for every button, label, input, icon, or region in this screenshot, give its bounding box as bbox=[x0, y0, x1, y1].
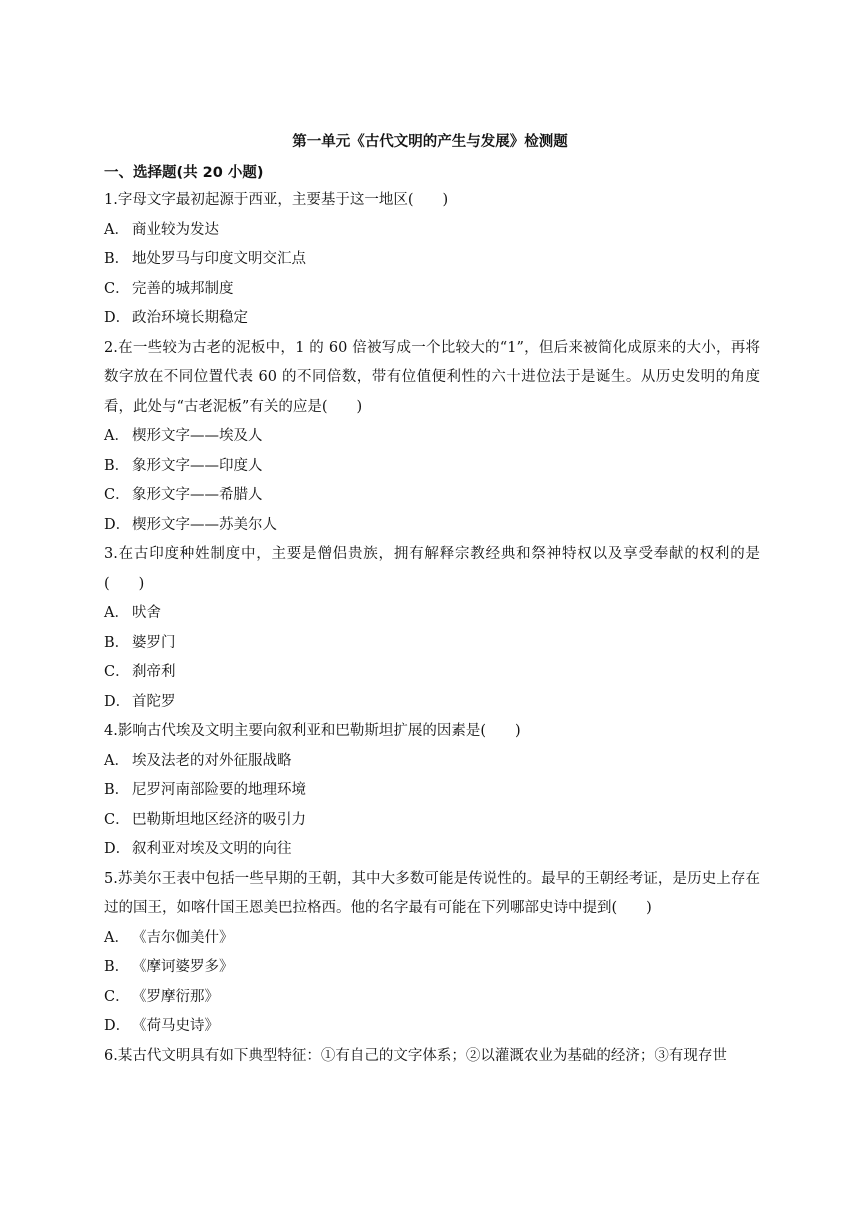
option-text: 楔形文字——埃及人 bbox=[132, 428, 263, 444]
answer-option bbox=[104, 983, 760, 1013]
option-text: 完善的城邦制度 bbox=[132, 280, 234, 297]
option-text: 叙利亚对埃及文明的向往 bbox=[132, 841, 292, 857]
option-text: 吠舍 bbox=[132, 605, 161, 621]
question-stem: 1.字母文字最初起源于西亚，主要基于这一地区( ) bbox=[104, 192, 449, 208]
option-label: D． bbox=[104, 516, 131, 533]
answer-option bbox=[104, 1012, 760, 1042]
answer-option bbox=[104, 776, 760, 806]
answer-option bbox=[104, 304, 760, 334]
option-text: 《吉尔伽美什》 bbox=[132, 929, 234, 946]
option-text: 首陀罗 bbox=[132, 693, 176, 710]
option-label: A． bbox=[104, 428, 129, 444]
answer-option bbox=[104, 422, 760, 452]
section-heading: 一、选择题(共 20 小题) bbox=[104, 165, 264, 181]
option-label: C． bbox=[104, 811, 130, 828]
option-label: A． bbox=[104, 605, 129, 621]
answer-option bbox=[104, 599, 760, 629]
option-label: A． bbox=[104, 221, 129, 238]
option-text: 埃及法老的对外征服战略 bbox=[132, 752, 292, 769]
question-stem: 5.苏美尔王表中包括一些早期的王朝，其中大多数可能是传说性的。最早的王朝经考证，是历史上存在过的国王，如喀什国王恩美巴拉格西。他的名字最有可能在下列哪部史诗中提到( ) bbox=[104, 870, 760, 916]
option-label: D． bbox=[104, 841, 131, 857]
option-label: A． bbox=[104, 929, 129, 946]
option-text: 楔形文字——苏美尔人 bbox=[132, 516, 277, 533]
option-label: C． bbox=[104, 280, 130, 297]
question-stem: 2.在一些较为古老的泥板中，1 的 60 倍被写成一个比较大的“1”，但后来被简化成原来的大小，再将数字放在不同位置代表 60 的不同倍数，带有位值便利性的六十进位法于是诞生。从历史发明的角度看，此处与“古老泥板”有关的应是( ) bbox=[104, 339, 760, 415]
option-label: C． bbox=[104, 487, 130, 503]
option-text: 地处罗马与印度文明交汇点 bbox=[132, 251, 306, 267]
answer-option bbox=[104, 747, 760, 777]
option-label: A． bbox=[104, 752, 129, 769]
option-label: B． bbox=[104, 782, 130, 798]
answer-option bbox=[104, 953, 760, 983]
option-label: D． bbox=[104, 693, 131, 710]
option-text: 尼罗河南部险要的地理环境 bbox=[132, 782, 306, 798]
document-title: 第一单元《古代文明的产生与发展》检测题 bbox=[292, 134, 568, 150]
option-text: 商业较为发达 bbox=[132, 221, 219, 238]
answer-option bbox=[104, 511, 760, 541]
option-label: B． bbox=[104, 251, 130, 267]
option-label: B． bbox=[104, 634, 130, 651]
option-text: 《罗摩衍那》 bbox=[132, 988, 219, 1005]
option-text: 象形文字——印度人 bbox=[132, 457, 263, 474]
option-text: 《摩诃婆罗多》 bbox=[132, 959, 234, 975]
option-text: 刹帝利 bbox=[132, 664, 176, 680]
answer-option bbox=[104, 835, 760, 865]
answer-option bbox=[104, 275, 760, 305]
answer-option bbox=[104, 688, 760, 718]
answer-option bbox=[104, 658, 760, 688]
option-text: 巴勒斯坦地区经济的吸引力 bbox=[132, 811, 306, 828]
answer-option bbox=[104, 452, 760, 482]
answer-option bbox=[104, 924, 760, 954]
question-list bbox=[104, 186, 760, 1071]
option-label: C． bbox=[104, 664, 130, 680]
answer-option bbox=[104, 245, 760, 275]
option-label: C． bbox=[104, 988, 130, 1005]
answer-option bbox=[104, 481, 760, 511]
question-stem: 3.在古印度种姓制度中，主要是僧侣贵族，拥有解释宗教经典和祭神特权以及享受奉献的权利的是( ) bbox=[104, 546, 760, 592]
question-stem: 6.某古代文明具有如下典型特征：①有自己的文字体系；②以灌溉农业为基础的经济；③有现存世 bbox=[104, 1047, 727, 1064]
option-text: 象形文字——希腊人 bbox=[132, 487, 263, 503]
option-text: 《荷马史诗》 bbox=[132, 1018, 219, 1034]
option-label: B． bbox=[104, 457, 130, 474]
answer-option bbox=[104, 629, 760, 659]
option-label: B． bbox=[104, 959, 130, 975]
option-text: 政治环境长期稳定 bbox=[132, 310, 248, 326]
answer-option bbox=[104, 806, 760, 836]
option-label: D． bbox=[104, 310, 131, 326]
option-label: D． bbox=[104, 1018, 131, 1034]
answer-option bbox=[104, 216, 760, 246]
question-stem: 4.影响古代埃及文明主要向叙利亚和巴勒斯坦扩展的因素是( ) bbox=[104, 723, 521, 739]
option-text: 婆罗门 bbox=[132, 634, 176, 651]
